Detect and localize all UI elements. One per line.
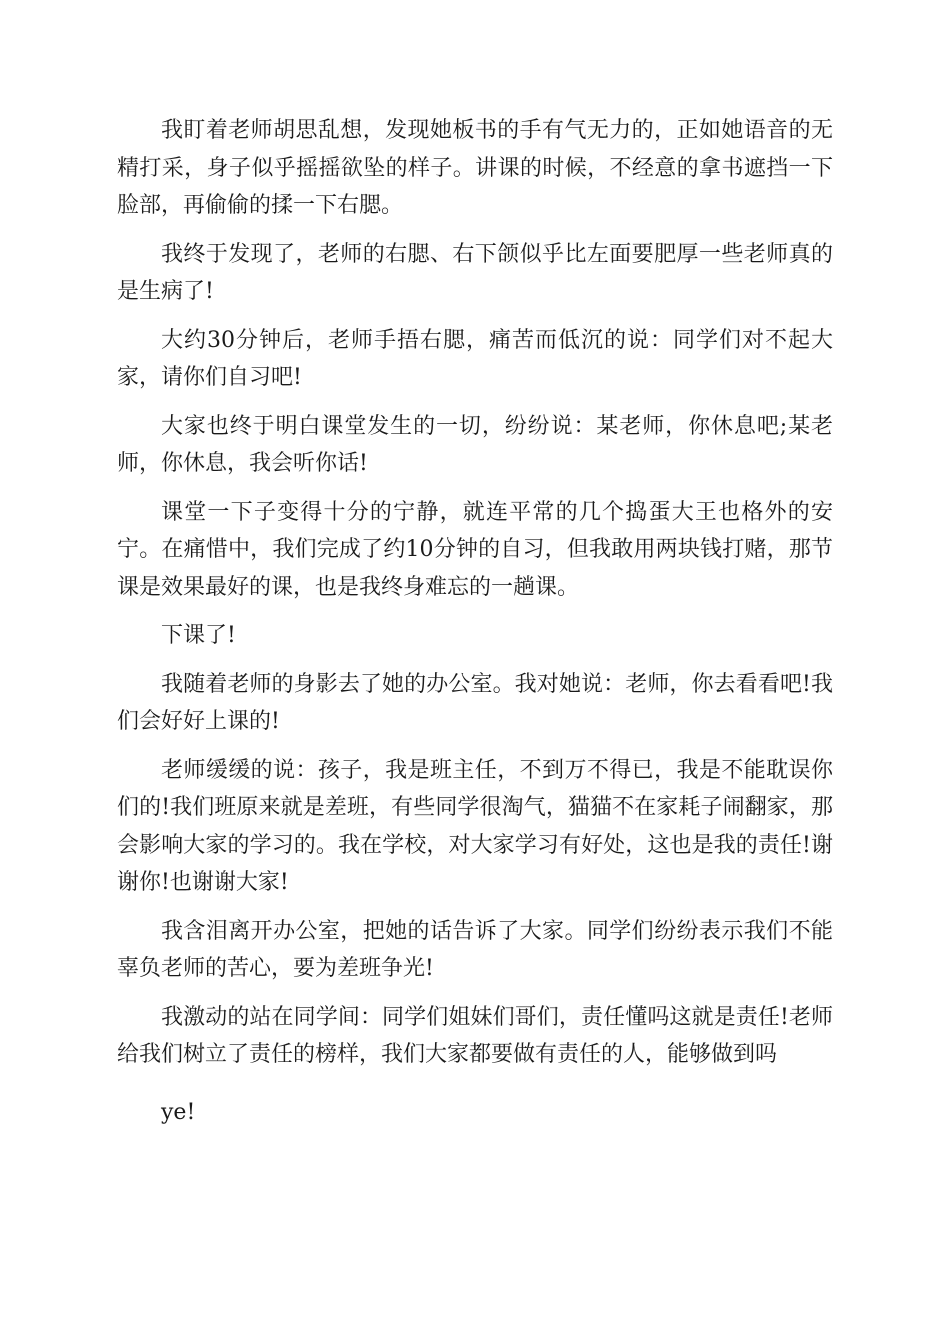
paragraph-8: 老师缓缓的说：孩子，我是班主任，不到万不得已，我是不能耽误你们的!我们班原来就是差班，有些同学很淘气，猫猫不在家耗子闹翻家，那会影响大家的学习的。我在学校，对大家学习有好处，这也是我的责任!谢谢你!也谢谢大家! xyxy=(117,757,833,895)
paragraph-2: 我终于发现了，老师的右腮、右下颌似乎比左面要肥厚一些老师真的是生病了! xyxy=(117,241,833,304)
paragraph-11: ye! xyxy=(161,1099,196,1125)
paragraph-9: 我含泪离开办公室，把她的话告诉了大家。同学们纷纷表示我们不能辜负老师的苦心，要为差班争光! xyxy=(117,918,833,981)
paragraph-6: 下课了! xyxy=(161,623,236,648)
paragraph-7: 我随着老师的身影去了她的办公室。我对她说：老师，你去看看吧!我们会好好上课的! xyxy=(117,671,833,734)
paragraph-3: 大约30分钟后，老师手捂右腮，痛苦而低沉的说：同学们对不起大家，请你们自习吧! xyxy=(117,327,833,390)
paragraph-10: 我激动的站在同学间：同学们姐妹们哥们，责任懂吗这就是责任!老师给我们树立了责任的榜样，我们大家都要做有责任的人，能够做到吗 xyxy=(117,1004,833,1067)
paragraph-5: 课堂一下子变得十分的宁静，就连平常的几个捣蛋大王也格外的安宁。在痛惜中，我们完成了约10分钟的自习，但我敢用两块钱打赌，那节课是效果最好的课，也是我终身难忘的一趟课。 xyxy=(117,499,833,600)
paragraph-4: 大家也终于明白课堂发生的一切，纷纷说：某老师，你休息吧;某老师，你休息，我会听你话! xyxy=(117,413,833,476)
paragraph-1: 我盯着老师胡思乱想，发现她板书的手有气无力的，正如她语音的无精打采，身子似乎摇摇欲坠的样子。讲课的时候，不经意的拿书遮挡一下脸部，再偷偷的揉一下右腮。 xyxy=(117,118,833,218)
document-body xyxy=(117,112,833,1142)
